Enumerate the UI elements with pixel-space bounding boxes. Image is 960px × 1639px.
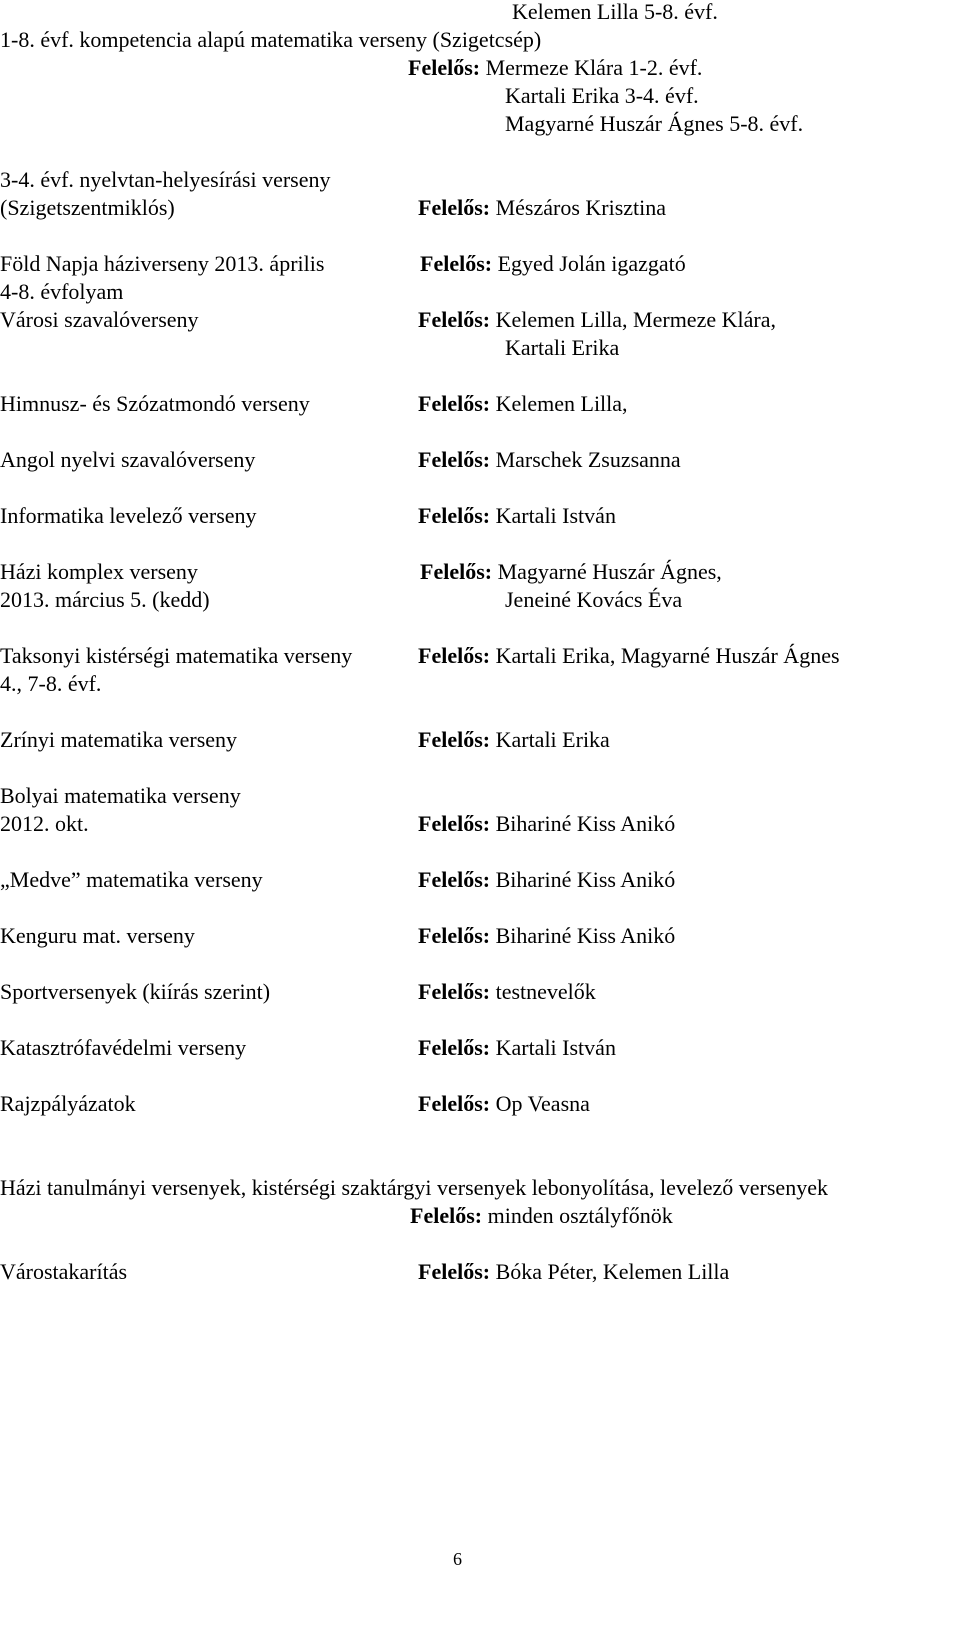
felelos-label: Felelős: bbox=[418, 503, 491, 528]
resp-name: Bóka Péter, Kelemen Lilla bbox=[495, 1259, 730, 1284]
resp-name: Bihariné Kiss Anikó bbox=[495, 923, 676, 948]
event-name: Katasztrófavédelmi verseny bbox=[0, 1035, 247, 1060]
felelos-label: Felelős: bbox=[418, 1091, 491, 1116]
felelos-label: Felelős: bbox=[420, 251, 493, 276]
felelos-label: Felelős: bbox=[418, 811, 491, 836]
responsible bbox=[418, 1258, 729, 1286]
event-name: Rajzpályázatok bbox=[0, 1091, 136, 1116]
resp-name: Mészáros Krisztina bbox=[495, 195, 667, 220]
resp-name: Magyarné Huszár Ágnes, bbox=[497, 559, 722, 584]
event-detail: (Szigetszentmiklós) bbox=[0, 195, 175, 220]
felelos-label: Felelős: bbox=[418, 1259, 491, 1284]
event-name: Házi komplex verseny bbox=[0, 559, 198, 584]
event-name: Várostakarítás bbox=[0, 1259, 128, 1284]
felelos-label: Felelős: bbox=[418, 391, 491, 416]
felelos-label: Felelős: bbox=[418, 643, 491, 668]
resp-name: Bihariné Kiss Anikó bbox=[495, 867, 676, 892]
event-name: Bolyai matematika verseny bbox=[0, 783, 241, 808]
felelos-label: Felelős: bbox=[418, 727, 491, 752]
responsible bbox=[418, 866, 675, 894]
event-detail: 4., 7-8. évf. bbox=[0, 671, 102, 696]
responsible bbox=[418, 810, 675, 838]
felelos-label: Felelős: bbox=[420, 559, 493, 584]
event-name: Angol nyelvi szavalóverseny bbox=[0, 447, 256, 472]
resp-name: Kartali István bbox=[495, 1035, 616, 1060]
resp-name: Kartali Erika 3-4. évf. bbox=[505, 83, 699, 108]
felelos-label: Felelős: bbox=[418, 923, 491, 948]
responsible bbox=[418, 446, 681, 474]
resp-name: minden osztályfőnök bbox=[487, 1203, 673, 1228]
responsible bbox=[418, 1034, 616, 1062]
resp-name: Kartali István bbox=[495, 503, 616, 528]
responsible bbox=[418, 502, 616, 530]
responsible bbox=[418, 978, 596, 1006]
event-name: 3-4. évf. nyelvtan-helyesírási verseny bbox=[0, 167, 331, 192]
event-name: Informatika levelező verseny bbox=[0, 503, 257, 528]
responsible bbox=[420, 558, 722, 586]
felelos-label: Felelős: bbox=[418, 867, 491, 892]
event-detail: 4-8. évfolyam bbox=[0, 279, 124, 304]
resp-name: Kartali Erika bbox=[505, 335, 620, 360]
felelos-label: Felelős: bbox=[410, 1203, 483, 1228]
felelos-label: Felelős: bbox=[418, 307, 491, 332]
event-name: Városi szavalóverseny bbox=[0, 307, 199, 332]
resp-line bbox=[408, 54, 702, 82]
event-name: „Medve” matematika verseny bbox=[0, 867, 263, 892]
resp-name: Egyed Jolán igazgató bbox=[497, 251, 686, 276]
felelos-label: Felelős: bbox=[418, 447, 491, 472]
event-detail: 2013. március 5. (kedd) bbox=[0, 587, 210, 612]
felelos-label: Felelős: bbox=[418, 979, 491, 1004]
resp-name: Kelemen Lilla, Mermeze Klára, bbox=[495, 307, 776, 332]
event-name: Zrínyi matematika verseny bbox=[0, 727, 238, 752]
resp-name: Kartali Erika bbox=[495, 727, 610, 752]
responsible bbox=[418, 306, 776, 334]
felelos-label: Felelős: bbox=[408, 55, 481, 80]
responsible bbox=[420, 250, 686, 278]
resp-name: Marschek Zsuzsanna bbox=[495, 447, 681, 472]
resp-line: Kelemen Lilla 5-8. évf. bbox=[512, 0, 718, 24]
felelos-label: Felelős: bbox=[418, 1035, 491, 1060]
responsible bbox=[418, 1090, 590, 1118]
responsible bbox=[418, 642, 840, 670]
event-name: Kenguru mat. verseny bbox=[0, 923, 195, 948]
responsible bbox=[418, 922, 675, 950]
event-line: Házi tanulmányi versenyek, kistérségi szaktárgyi versenyek lebonyolítása, levelező versenyek bbox=[0, 1175, 828, 1200]
event-name: Föld Napja háziverseny 2013. április bbox=[0, 251, 325, 276]
responsible bbox=[418, 194, 666, 222]
resp-name: Kelemen Lilla, bbox=[495, 391, 628, 416]
resp-name: testnevelők bbox=[495, 979, 596, 1004]
event-name: Himnusz- és Szózatmondó verseny bbox=[0, 391, 310, 416]
resp-name: Bihariné Kiss Anikó bbox=[495, 811, 676, 836]
responsible bbox=[418, 726, 610, 754]
event-detail: 2012. okt. bbox=[0, 811, 89, 836]
responsible bbox=[410, 1202, 673, 1230]
resp-name: Mermeze Klára 1-2. évf. bbox=[485, 55, 703, 80]
responsible bbox=[418, 390, 628, 418]
resp-name: Magyarné Huszár Ágnes 5-8. évf. bbox=[505, 111, 804, 136]
resp-name: Kartali Erika, Magyarné Huszár Ágnes bbox=[495, 643, 840, 668]
resp-name: Op Veasna bbox=[495, 1091, 590, 1116]
resp-name: Jeneiné Kovács Éva bbox=[505, 587, 683, 612]
event-name: Sportversenyek (kiírás szerint) bbox=[0, 979, 271, 1004]
felelos-label: Felelős: bbox=[418, 195, 491, 220]
event-line: 1-8. évf. kompetencia alapú matematika verseny (Szigetcsép) bbox=[0, 27, 542, 52]
event-name: Taksonyi kistérségi matematika verseny bbox=[0, 643, 353, 668]
page-number: 6 bbox=[453, 1549, 462, 1569]
